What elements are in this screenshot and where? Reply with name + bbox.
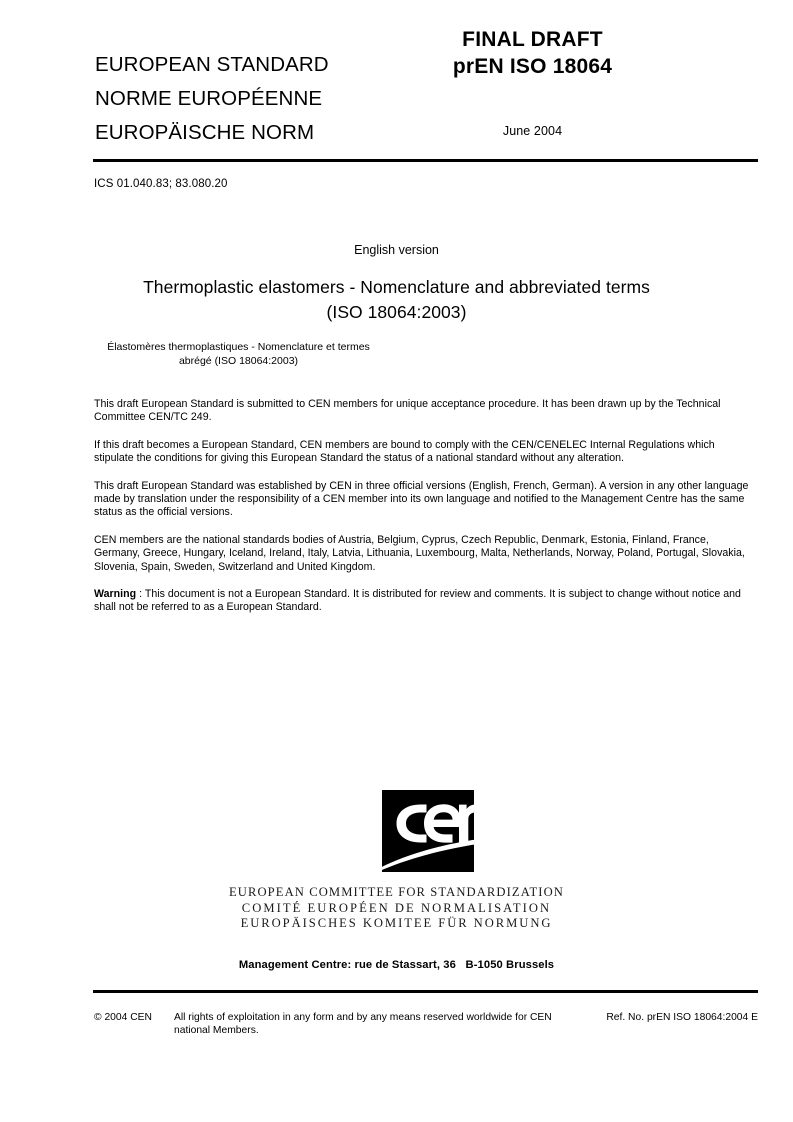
cen-logo-area [0, 782, 793, 930]
document-date: June 2004 [502, 124, 563, 138]
paragraph-official-versions: This draft European Standard was established by CEN in three official versions (English, French, German). A version in any other language made by translation under the responsibility of a CEN member into its own language and notified to the Management Centre has the same status as the official versions. [94, 479, 749, 519]
committee-names [0, 885, 793, 932]
paragraph-submission: This draft European Standard is submitted to CEN members for unique acceptance procedure. It has been drawn up by the Technical Committee CEN/TC 249. [94, 398, 721, 424]
warning-label: Warning [94, 588, 137, 601]
copyright-notice: © 2004 CEN [94, 1012, 152, 1023]
language-version-label: English version [354, 243, 439, 257]
paragraph-obligations: If this draft becomes a European Standard, CEN members are bound to comply with the CEN/CENELEC Internal Regulations which stipulate the conditions for giving this European Standard the status of a national standard without any alteration. [94, 438, 715, 465]
document-footer [94, 1011, 758, 1045]
page-title: Thermoplastic elastomers - Nomenclature and abbreviated terms (ISO 18064:2003) [143, 277, 650, 322]
warning-text: : This document is not a European Standard. It is distributed for review and comments. It is subject to change without notice and shall not be referred to as a European Standard. [94, 588, 741, 614]
paragraph-cen-members: CEN members are the national standards bodies of Austria, Belgium, Cyprus, Czech Republic, Denmark, Estonia, Finland, France, Germany, Greece, Hungary, Iceland, Ireland, Italy, Latvia, Lithuania, Luxembourg, Malta, Netherlands, Norway, Poland, Portugal, Slovakia, Slovenia, Spain, Sweden, Switzerland and United Kingdom. [94, 533, 745, 573]
standard-designation-block [95, 48, 395, 150]
document-reference-block [395, 26, 670, 138]
draft-status-label: FINAL DRAFT [462, 28, 603, 51]
committee-name-german: EUROPÄISCHES KOMITEE FÜR NORMUNG [240, 916, 553, 930]
footer-divider-rule [93, 990, 758, 993]
management-centre-address: Management Centre: rue de Stassart, 36 B-1050 Brussels [238, 959, 555, 971]
document-body [94, 398, 757, 615]
standard-line-french: NORME EUROPÉENNE [95, 87, 323, 110]
paragraph-warning [94, 588, 757, 615]
rights-statement: All rights of exploitation in any form and by any means reserved worldwide for CEN national Members. [174, 1012, 552, 1036]
reference-number: Ref. No. prEN ISO 18064:2004 E [606, 1012, 758, 1023]
standard-line-german: EUROPÄISCHE NORM [95, 121, 315, 144]
committee-name-english: EUROPEAN COMMITTEE FOR STANDARDIZATION [229, 885, 564, 899]
document-header [0, 0, 793, 160]
ics-classification: ICS 01.040.83; 83.080.20 [94, 178, 228, 190]
committee-name-french: COMITÉ EUROPÉEN DE NORMALISATION [241, 900, 552, 915]
header-divider-rule [93, 159, 758, 162]
document-number: prEN ISO 18064 [452, 55, 613, 78]
alternate-title-french: Élastomères thermoplastiques - Nomenclature et termes abrégé (ISO 18064:2003) [107, 341, 370, 367]
standard-line-english: EUROPEAN STANDARD [95, 53, 329, 76]
cen-logo-icon [366, 782, 490, 878]
